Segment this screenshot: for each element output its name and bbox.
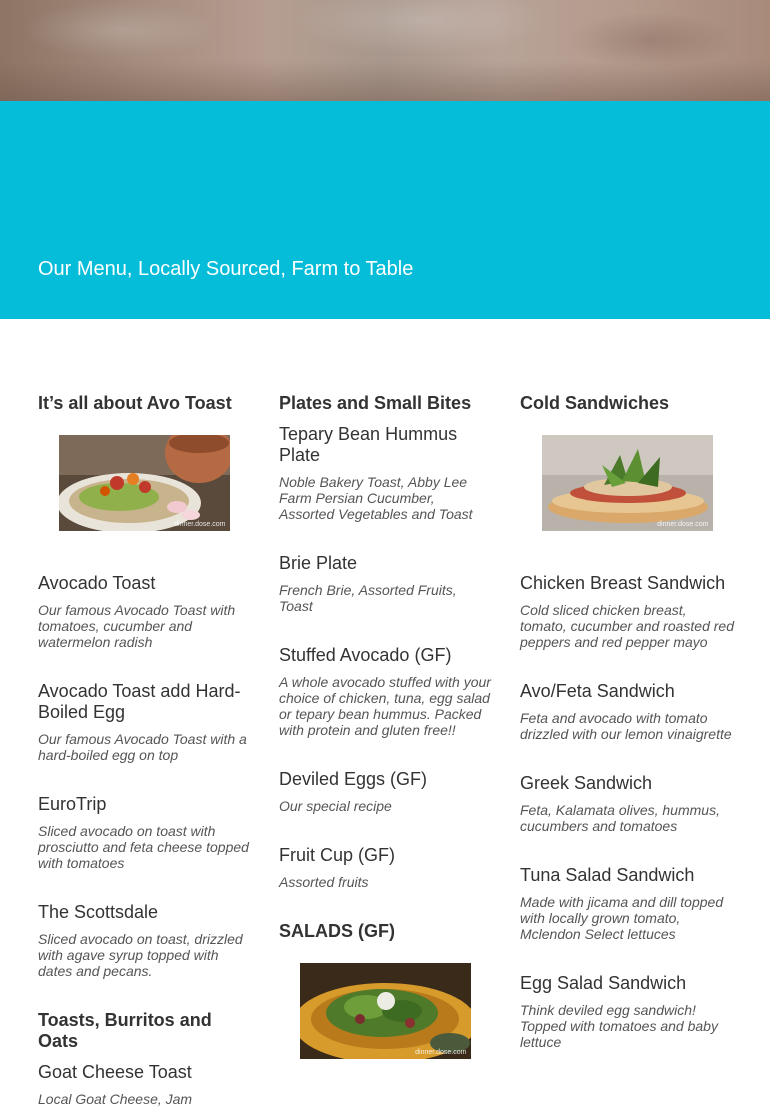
photo-watermark: dinner.dose.com [415, 1049, 467, 1056]
menu-item [520, 773, 734, 834]
menu-item-name: Brie Plate [279, 553, 358, 573]
sandwich-photo [542, 435, 713, 531]
photo-watermark: dinner.dose.com [657, 521, 709, 528]
menu-item-description: Feta and avocado with tomato drizzled with our lemon vinaigrette [520, 710, 732, 742]
menu-item [279, 424, 491, 522]
menu-item-name: Avocado Toast add Hard-Boiled Egg [38, 681, 241, 722]
menu-item [279, 845, 491, 890]
menu-item-name: Greek Sandwich [520, 773, 653, 793]
category-heading: SALADS (GF) [279, 921, 395, 941]
menu-item-description: French Brie, Assorted Fruits, Toast [279, 582, 457, 614]
menu-item [38, 1062, 250, 1107]
menu-item [38, 902, 250, 979]
hero-photo [0, 0, 770, 101]
menu-item-name: Tuna Salad Sandwich [520, 865, 695, 885]
menu-item-description: Made with jicama and dill topped with locally grown tomato, Mclendon Select lettuces [520, 894, 724, 942]
menu-item-description: Our famous Avocado Toast with tomatoes, cucumber and watermelon radish [38, 602, 236, 650]
menu-item [279, 645, 491, 738]
menu-item-description: Cold sliced chicken breast, tomato, cucumber and roasted red peppers and red pepper mayo [520, 602, 735, 650]
menu-item-name: Stuffed Avocado (GF) [279, 645, 452, 665]
menu-item [279, 553, 491, 614]
menu-item [38, 681, 250, 763]
menu-item-description: Assorted fruits [279, 874, 369, 890]
menu-item [520, 973, 734, 1050]
menu-item-name: Chicken Breast Sandwich [520, 573, 726, 593]
category-heading: Plates and Small Bites [279, 393, 472, 413]
menu-item-description: Our famous Avocado Toast with a hard-boiled egg on top [38, 731, 247, 763]
menu-item [38, 573, 250, 650]
menu-item-name: Deviled Eggs (GF) [279, 769, 428, 789]
category-heading: Toasts, Burritos and Oats [38, 1010, 212, 1051]
salad-photo [300, 963, 471, 1059]
menu-item-description: Local Goat Cheese, Jam [38, 1091, 193, 1107]
menu-item-name: Goat Cheese Toast [38, 1062, 192, 1082]
photo-watermark: dinner.dose.com [174, 521, 226, 528]
menu-item-name: EuroTrip [38, 794, 107, 814]
menu-item [38, 794, 250, 871]
menu-item [520, 573, 734, 650]
menu-item-name: Avo/Feta Sandwich [520, 681, 675, 701]
menu-item-description: Noble Bakery Toast, Abby Lee Farm Persian Cucumber, Assorted Vegetables and Toast [279, 474, 473, 522]
page-title: Our Menu, Locally Sourced, Farm to Table [38, 258, 414, 280]
menu-column-avo-toast [38, 393, 250, 1107]
menu-item [520, 681, 734, 742]
menu-item-name: Egg Salad Sandwich [520, 973, 687, 993]
menu-item-name: Tepary Bean Hummus Plate [279, 424, 458, 465]
menu-item-description: A whole avocado stuffed with your choice of chicken, tuna, egg salad or tepary bean hummus. Packed with protein and gluten free!! [279, 674, 491, 738]
category-heading: Cold Sandwiches [520, 393, 670, 413]
menu-item [279, 769, 491, 814]
menu-item-description: Sliced avocado on toast with prosciutto and feta cheese topped with tomatoes [38, 823, 249, 871]
menu-item-name: The Scottsdale [38, 902, 159, 922]
menu-item-description: Think deviled egg sandwich! Topped with tomatoes and baby lettuce [520, 1002, 718, 1050]
menu-column-plates [279, 393, 491, 1059]
category-heading: It’s all about Avo Toast [38, 393, 232, 413]
menu-column-cold-sandwiches [520, 393, 734, 1050]
menu-item-description: Feta, Kalamata olives, hummus, cucumbers and tomatoes [520, 802, 720, 834]
avocado-toast-photo [59, 435, 230, 531]
menu-item-name: Fruit Cup (GF) [279, 845, 396, 865]
menu-item [520, 865, 734, 942]
page-banner [0, 101, 770, 319]
menu-item-description: Sliced avocado on toast, drizzled with agave syrup topped with dates and pecans. [38, 931, 243, 979]
menu-item-description: Our special recipe [279, 798, 392, 814]
menu-item-name: Avocado Toast [38, 573, 156, 593]
